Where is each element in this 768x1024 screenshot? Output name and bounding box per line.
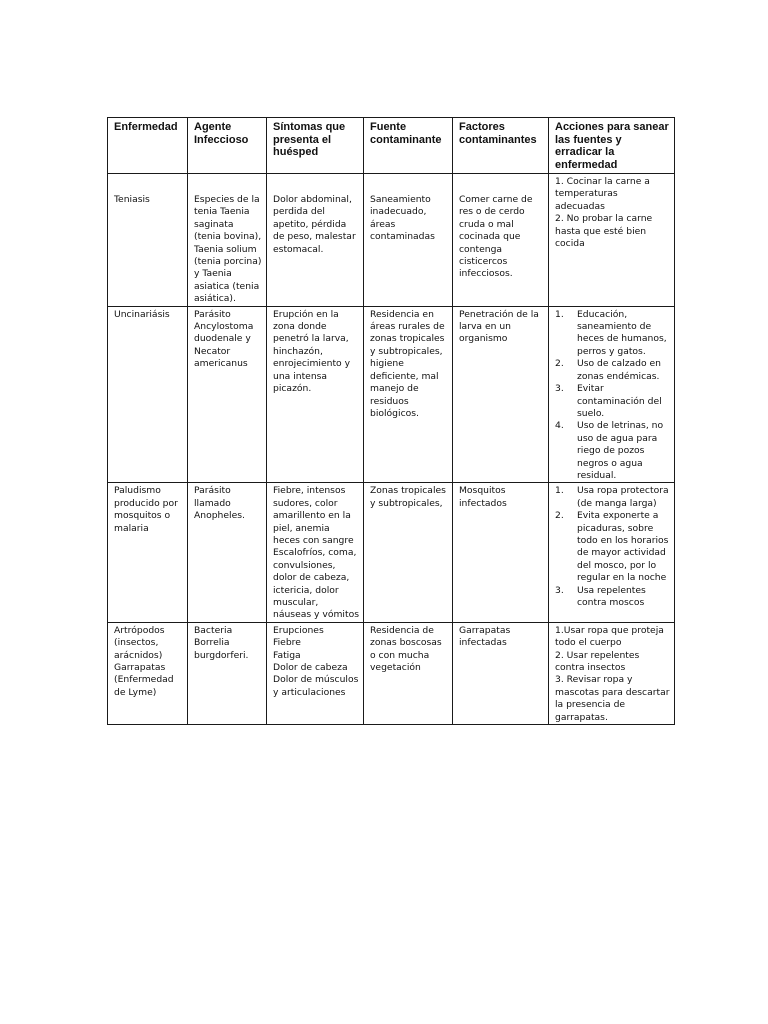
table-row xyxy=(108,306,675,483)
list-item: 3. Evitar contaminación del suelo. xyxy=(555,383,662,419)
header-enfermedad: Enfermedad xyxy=(108,118,188,174)
action-item: 3. Revisar ropa y mascotas para descartar la presencia de garrapatas. xyxy=(555,674,670,723)
table-row xyxy=(108,483,675,622)
list-item: 4. Uso de letrinas, no uso de agua para riego de pozos negros o agua residual. xyxy=(555,420,664,481)
action-item: 1.Usar ropa que proteja todo el cuerpo xyxy=(555,624,664,649)
cell-factores: Garrapatas infectadas xyxy=(453,622,549,724)
cell-factores: Mosquitos infectados xyxy=(453,483,549,622)
header-factores: Factores contaminantes xyxy=(453,118,549,174)
action-item: 1. Cocinar la carne a temperaturas adecuadas xyxy=(555,176,650,212)
symptom-item: Fatiga xyxy=(273,649,301,661)
cell-sintomas xyxy=(267,622,364,724)
cell-acciones xyxy=(549,306,675,483)
action-item: 2. Usar repelentes contra insectos xyxy=(555,649,640,674)
cell-acciones xyxy=(549,174,675,307)
cell-sintomas: Fiebre, intensos sudores, color amarillento en la piel, anemia heces con sangre Escalofríos, coma, convulsiones, dolor de cabeza, ictericia, dolor muscular, náuseas y vómitos xyxy=(267,483,364,622)
header-sintomas: Síntomas que presenta el huésped xyxy=(267,118,364,174)
table-row xyxy=(108,622,675,724)
cell-agente: Bacteria Borrelia burgdorferi. xyxy=(188,622,267,724)
cell-fuente: Saneamiento inadecuado, áreas contaminadas xyxy=(364,174,453,307)
header-agente: Agente Infeccioso xyxy=(188,118,267,174)
cell-fuente: Residencia de zonas boscosas o con mucha vegetación xyxy=(364,622,453,724)
action-item: 2. No probar la carne hasta que esté bien cocida xyxy=(555,213,653,250)
header-fuente: Fuente contaminante xyxy=(364,118,453,174)
symptom-item: Dolor de cabeza xyxy=(273,662,348,674)
cell-fuente: Zonas tropicales y subtropicales, xyxy=(364,483,453,622)
symptom-item: Fiebre xyxy=(273,637,301,649)
cell-fuente: Residencia en áreas rurales de zonas tropicales y subtropicales, higiene deficiente, mal manejo de residuos biológicos. xyxy=(364,306,453,483)
header-acciones: Acciones para sanear las fuentes y erradicar la enfermedad xyxy=(549,118,675,174)
actions-list xyxy=(555,485,670,609)
cell-sintomas: Dolor abdominal, perdida del apetito, pérdida de peso, malestar estomacal. xyxy=(267,174,364,307)
cell-acciones xyxy=(549,622,675,724)
list-item: 1. Usa ropa protectora (de manga larga) xyxy=(555,485,669,509)
symptom-item: Dolor de músculos y articulaciones xyxy=(273,674,359,698)
symptom-item: Erupciones xyxy=(273,624,324,636)
cell-agente: Parásito Ancylostoma duodenale y Necator americanus xyxy=(188,306,267,483)
list-item: 2. Uso de calzado en zonas endémicas. xyxy=(555,358,661,382)
actions-list xyxy=(555,309,670,483)
list-item: 2. Evita exponerte a picaduras, sobre todo en los horarios de mayor actividad del mosco, por lo regular en la noche xyxy=(555,510,669,584)
table-row xyxy=(108,174,675,307)
list-item: 1. Educación, saneamiento de heces de humanos, perros y gatos. xyxy=(555,308,667,357)
cell-factores: Comer carne de res o de cerdo cruda o mal cocinada que contenga cisticercos infecciosos. xyxy=(453,174,549,307)
cell-agente: Parásito llamado Anopheles. xyxy=(188,483,267,622)
cell-enfermedad: Uncinariásis xyxy=(108,306,188,483)
list-item: 3. Usa repelentes contra moscos xyxy=(555,584,646,608)
cell-enfermedad: Artrópodos (insectos, arácnidos) Garrapatas (Enfermedad de Lyme) xyxy=(108,622,188,724)
cell-acciones xyxy=(549,483,675,622)
cell-agente: Especies de la tenia Taenia saginata (tenia bovina), Taenia solium (tenia porcina) y Taenia asiatica (tenia asiática). xyxy=(188,174,267,307)
cell-enfermedad: Teniasis xyxy=(108,174,188,307)
cell-factores: Penetración de la larva en un organismo xyxy=(453,306,549,483)
table-header-row xyxy=(108,118,675,174)
cell-enfermedad: Paludismo producido por mosquitos o malaria xyxy=(108,483,188,622)
cell-sintomas: Erupción en la zona donde penetró la larva, hinchazón, enrojecimiento y una intensa picazón. xyxy=(267,306,364,483)
diseases-table xyxy=(107,117,675,725)
